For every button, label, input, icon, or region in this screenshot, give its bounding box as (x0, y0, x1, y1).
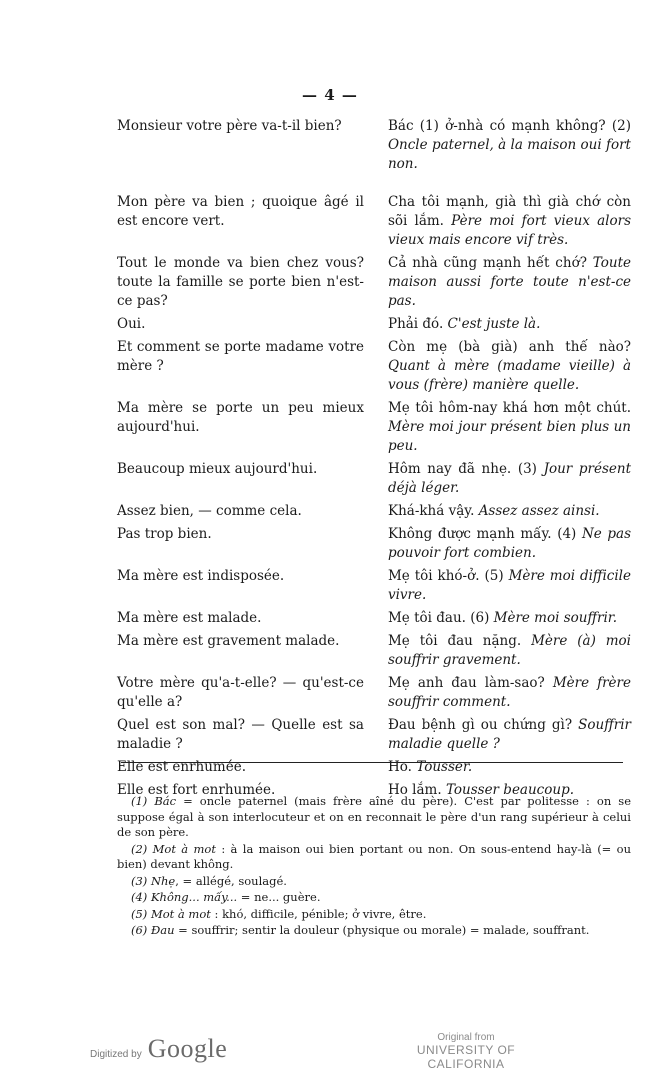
vietnamese-translation (388, 567, 631, 605)
footnote-term: (2) Mot à mot (131, 841, 216, 856)
footnote-text: : à la maison oui bien portant ou non. On sous-entend hay-là (= ou bien) devant không. (117, 841, 632, 871)
footnote-text: , = allégé, soulagé. (175, 873, 287, 888)
literal-gloss: Tousser beaucoup. (445, 782, 574, 798)
french-sentence: Monsieur votre père va-t-il bien? (117, 118, 342, 134)
literal-gloss: Quant à mère (madame vieille) à vous (frère) manière quelle. (387, 358, 631, 393)
literal-gloss: Mère moi souffrir. (493, 610, 618, 626)
vietnamese-text: Đau bệnh gì ou chứng gì? (387, 717, 573, 733)
vietnamese-translation (388, 632, 631, 670)
footnote-text: = ne... guère. (237, 890, 321, 904)
dialogue-row (117, 716, 631, 754)
french-sentence: Ma mère est gravement malade. (117, 633, 340, 649)
vietnamese-text: Hôm nay đã nhẹ. (3) (387, 461, 537, 477)
footnote-term: (1) Bác (131, 794, 177, 808)
original-from-text: Original from (437, 1032, 495, 1043)
literal-gloss: C'est juste là. (447, 316, 541, 332)
footnote-term: (3) Nhẹ (131, 873, 176, 888)
vietnamese-text: Mẹ tôi đau nặng. (387, 633, 522, 649)
literal-gloss: Ne pas pouvoir fort combien. (387, 526, 631, 561)
french-sentence: Ma mère est indisposée. (117, 568, 285, 584)
vietnamese-translation (388, 674, 631, 712)
dialogue-row (117, 117, 631, 174)
dialogue-row (117, 525, 631, 563)
vietnamese-text: Mẹ tôi đau. (6) (387, 610, 490, 626)
vietnamese-translation (388, 609, 631, 628)
french-sentence: Tout le monde va bien chez vous? toute la famille se porte bien n'est-ce pas? (117, 255, 364, 309)
french-sentence: Ma mère se porte un peu mieux aujourd'hui. (117, 400, 364, 435)
vietnamese-translation (388, 502, 631, 521)
dialogue-row (117, 502, 631, 521)
vietnamese-text: Còn mẹ (bà già) anh thế nào? (387, 339, 631, 355)
literal-gloss: Père moi fort vieux alors vieux mais encore vif très. (387, 213, 631, 248)
vietnamese-text: Bác (1) ở-nhà có mạnh không? (2) (387, 118, 631, 134)
footnote-text: = oncle paternel (mais frère aîné du père). C'est par politesse : on se suppose égal à son interlocuteur et on en reconnait le père d'un rang supérieur à celui de son père. (117, 794, 631, 839)
literal-gloss: Mère moi difficile vivre. (387, 568, 631, 603)
vietnamese-text: Không được mạnh mấy. (4) (387, 526, 577, 542)
original-from-stamp (380, 1032, 552, 1071)
footnote (117, 794, 631, 841)
dialogue-row (117, 632, 631, 670)
literal-gloss: Assez assez ainsi. (478, 503, 600, 519)
vietnamese-translation (388, 758, 631, 777)
dialogue-row (117, 609, 631, 628)
footnote-term: (6) Đau (131, 923, 175, 937)
vietnamese-translation (388, 716, 631, 754)
french-sentence: Elle est enrhumée. (117, 759, 247, 775)
footnote-term: (4) Không... mấy... (131, 890, 238, 904)
footnotes (117, 794, 631, 940)
vietnamese-translation (388, 193, 631, 250)
vietnamese-translation (388, 399, 631, 456)
literal-gloss: Mère frère souffrir comment. (387, 675, 631, 710)
french-sentence: Et comment se porte madame votre mère ? (117, 339, 364, 374)
dialogue-row (117, 460, 631, 498)
literal-gloss: Jour présent déjà léger. (387, 461, 631, 496)
vietnamese-text: Mẹ tôi hôm-nay khá hơn một chút. (387, 400, 631, 416)
vietnamese-text: Khá-khá vậy. (387, 503, 475, 519)
digitized-by-stamp (90, 1034, 227, 1064)
vietnamese-text: Mẹ anh đau làm-sao? (387, 675, 545, 691)
footnote-term: (5) Mot à mot (131, 906, 211, 921)
literal-gloss: Toute maison aussi forte toute n'est-ce pas. (387, 255, 631, 309)
footnote-text: = souffrir; sentir la douleur (physique ou morale) = malade, souffrant. (174, 923, 590, 937)
page-number: — 4 — (302, 86, 358, 104)
footnote (117, 890, 631, 906)
dialogue-row (117, 674, 631, 712)
french-sentence: Votre mère qu'a-t-elle? — qu'est-ce qu'elle a? (117, 675, 364, 710)
dialogue-row (117, 758, 631, 777)
vietnamese-text: Ho. (387, 759, 412, 775)
dialogue-row (117, 338, 631, 395)
vietnamese-translation (388, 254, 631, 311)
vietnamese-translation (388, 525, 631, 563)
vietnamese-text: Cha tôi mạnh, già thì già chớ còn sõi lắm. (387, 194, 631, 229)
french-sentence: Ma mère est malade. (117, 610, 262, 626)
vietnamese-translation (388, 460, 631, 498)
french-sentence: Mon père va bien ; quoique âgé il est encore vert. (117, 194, 364, 229)
dialogue-row (117, 315, 631, 334)
literal-gloss: Tousser. (416, 759, 473, 775)
footnote (117, 923, 631, 939)
dialogue-row (117, 193, 631, 250)
literal-gloss: Mère moi jour présent bien plus un peu. (387, 419, 631, 454)
vietnamese-text: Cả nhà cũng mạnh hết chớ? (387, 255, 587, 271)
footnote-text: : khó, difficile, pénible; ở vivre, être. (210, 906, 427, 921)
footnote (117, 907, 631, 923)
french-sentence: Pas trop bien. (117, 526, 212, 542)
footnote (117, 842, 631, 873)
french-sentence: Elle est fort enrhumée. (117, 782, 276, 798)
footnote (117, 874, 631, 890)
french-sentence: Quel est son mal? — Quelle est sa maladie ? (117, 717, 364, 752)
literal-gloss: Mère (à) moi souffrir gravement. (387, 633, 632, 668)
french-sentence: Assez bien, — comme cela. (117, 503, 302, 519)
literal-gloss: Oncle paternel, à la maison oui fort non. (387, 137, 631, 172)
vietnamese-translation (388, 315, 631, 334)
digitized-by-text: Digitized by (90, 1049, 142, 1060)
literal-gloss: Souffrir maladie quelle ? (387, 717, 631, 752)
vietnamese-text: Mẹ tôi khó-ở. (5) (387, 568, 504, 584)
vietnamese-translation (388, 117, 631, 174)
dialogue-row (117, 254, 631, 311)
google-logo: Google (147, 1034, 228, 1063)
vietnamese-text: Ho lắm. (387, 782, 442, 798)
dialogue-row (117, 399, 631, 456)
french-sentence: Oui. (117, 316, 146, 332)
vietnamese-text: Phải đó. (387, 316, 444, 332)
dialogue-columns (117, 117, 631, 804)
dialogue-row (117, 567, 631, 605)
university-text: UNIVERSITY OF CALIFORNIA (416, 1043, 516, 1071)
french-sentence: Beaucoup mieux aujourd'hui. (117, 461, 318, 477)
footnote-separator (121, 762, 623, 763)
vietnamese-translation (388, 338, 631, 395)
